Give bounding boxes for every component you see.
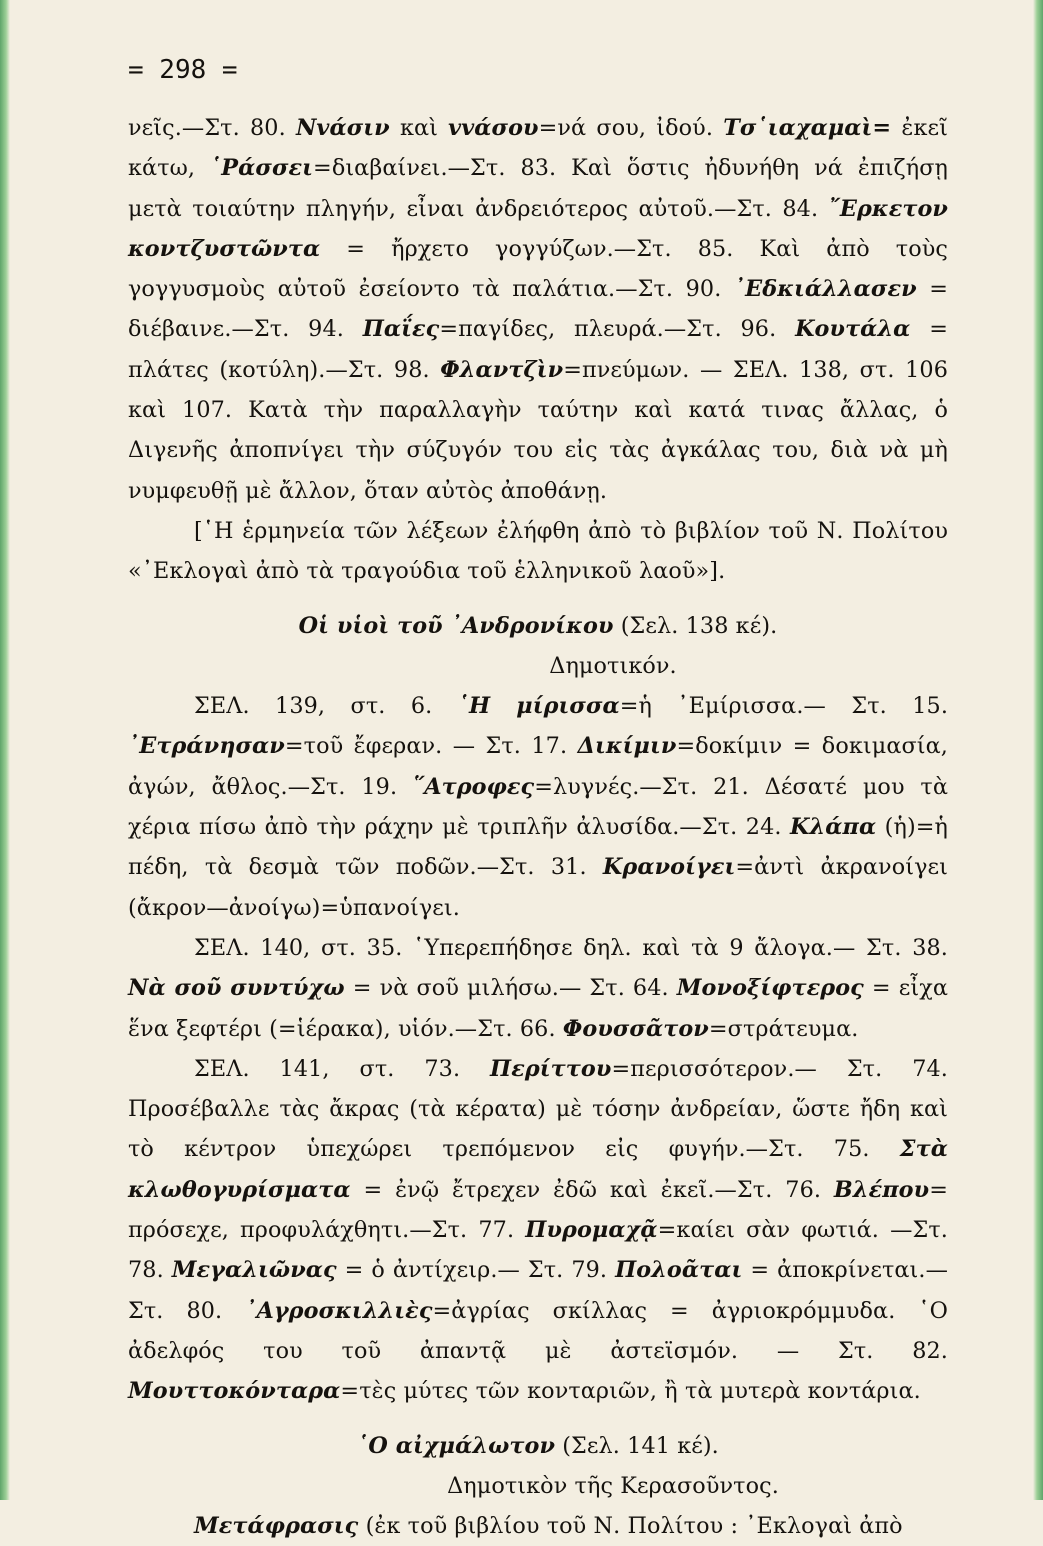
page-edge-right [1033, 0, 1043, 1500]
page-body [128, 108, 948, 1546]
glossary-term: Μονοξίφτερος [676, 975, 864, 1002]
glossary-term: ῎Ερκετον κοντζυστῶντα [128, 195, 948, 262]
glossary-term: ᾿Αγροσκιλλιὲς [245, 1297, 433, 1324]
glossary-term: ῾Η μίρισσα [457, 693, 620, 720]
glossary-term: Βλέπου [833, 1176, 930, 1203]
glossary-term: ῾Ράσσει [210, 155, 314, 182]
paragraph: ΣΕΛ. 141, στ. 73. Περίττου=περισσότερον.— Στ. 74. Προσέβαλλε τὰς ἄκρας (τὰ κέρατα) μὲ τόσην ἀνδρείαν, ὥστε ἤδη καὶ τὸ κέντρον ὑπεχώρει τρεπόμενον εἰς φυγήν.—Στ. 75. Στὰ κλωθογυρίσματα = ἐνῷ ἔτρεχεν ἐδῶ καὶ ἐκεῖ.—Στ. 76. Βλέπου= πρόσεχε, προφυλάχθητι.—Στ. 77. Πυρομαχᾷ=καίει σὰν φωτιά. —Στ. 78. Μεγαλιῶνας = ὁ ἀντίχειρ.— Στ. 79. Πολοᾶται = ἀποκρίνεται.—Στ. 80. ᾿Αγροσκιλλιὲς=ἀγρίας σκίλλας = ἀγριοκρόμμυδα. ῾Ο ἀδελφός του τοῦ ἀπαντᾷ μὲ ἀστεϊσμόν. — Στ. 82. Μουττοκόνταρα=τὲς μύτες τῶν κονταριῶν, ἢ τὰ μυτερὰ κοντάρια. [128, 1055, 949, 1405]
glossary-term: Κουτάλα [795, 316, 911, 343]
glossary-term: Στὰ κλωθογυρίσματα [128, 1136, 948, 1203]
glossary-term: Πολοᾶται [615, 1257, 743, 1284]
paragraph: ΣΕΛ. 139, στ. 6. ῾Η μίρισσα=ἡ ᾿Εμίρισσα.— Στ. 15. ᾿Ετράνησαν=τοῦ ἔφεραν. — Στ. 17. Δικίμιν=δοκίμιν = δοκιμασία, ἀγών, ἄθλος.—Στ. 19. ῞Ατροφες=λυγνές.—Στ. 21. Δέσατέ μου τὰ χέρια πίσω ἀπὸ τὴν ράχην μὲ τριπλῆν ἀλυσίδα.—Στ. 24. Κλάπα (ἡ)=ἡ πέδη, τὰ δεσμὰ τῶν ποδῶν.—Στ. 31. Κρανοίγει=ἀντὶ ἀκρανοίγει (ἄκρον—ἀνοίγω)=ὑπανοίγει. [128, 693, 949, 921]
page-edge-left [0, 0, 10, 1500]
glossary-term: Μεγαλιῶνας [171, 1257, 337, 1284]
glossary-term: ᾿Ετράνησαν [128, 733, 285, 760]
glossary-term: vvάσου [448, 115, 539, 141]
glossary-term: Μουττοκόνταρα [128, 1378, 341, 1405]
paragraph: Μετάφρασις (ἐκ τοῦ βιβλίου τοῦ Ν. Πολίτου : ᾿Εκλογαὶ ἀπὸ [194, 1513, 903, 1540]
paragraph: νεῖς.—Στ. 80. Νvάσιν καὶ vvάσου=νά σου, ἰδού. Τσ῾ιαχαμαὶ= ἐκεῖ κάτω, ῾Ράσσει=διαβαίνει.—Στ. 83. Καὶ ὅστις ἠδυνήθη νά ἐπιζήσῃ μετὰ τοιαύτην πληγήν, εἶναι ἀνδρειότερος αὐτοῦ.—Στ. 84. ῎Ερκετον κοντζυστῶντα = ἤρχετο γογγύζων.—Στ. 85. Καὶ ἀπὸ τοὺς γογγυσμοὺς αὐτοῦ ἐσείοντο τὰ παλάτια.—Στ. 90. ᾿Εδκιάλλασεν = διέβαινε.—Στ. 94. Παΐες=παγίδες, πλευρά.—Στ. 96. Κουτάλα = πλάτες (κοτύλη).—Στ. 98. Φλαντζὶν=πνεύμων. — ΣΕΛ. 138, στ. 106 καὶ 107. Κατὰ τὴν παραλλαγὴν ταύτην καὶ κατά τινας ἄλλας, ὁ Διγενῆς ἀποπνίγει τὴν σύζυγόν του εἰς τὰς ἀγκάλας του, διὰ νὰ μὴ νυμφευθῇ μὲ ἄλλον, ὅταν αὐτὸς ἀποθάνῃ. [128, 115, 948, 504]
glossary-term: Κρανοίγει [602, 854, 736, 881]
paragraph: [῾Η ἑρμηνεία τῶν λέξεων ἐλήφθη ἀπὸ τὸ βιβλίον τοῦ Ν. Πολίτου «᾿Εκλογαὶ ἀπὸ τὰ τραγούδια τοῦ ἑλληνικοῦ λαοῦ»]. [128, 517, 948, 585]
glossary-term: ᾿Εδκιάλλασεν [733, 276, 917, 303]
glossary-term: Τσ῾ιαχαμαὶ= [723, 115, 892, 141]
glossary-term: ῾Ο αἰχμάλωτον [357, 1432, 556, 1459]
glossary-term: Νὰ σοῦ συντύχω [128, 975, 345, 1002]
glossary-term: Φουσσᾶτον [562, 1015, 709, 1042]
glossary-term: Οἱ υἱοὶ τοῦ ᾿Ανδρονίκου [298, 612, 614, 639]
section-subheading: Δημοτικόν. [549, 652, 677, 679]
glossary-term: Νvάσιν [295, 115, 390, 141]
glossary-term: Κλάπα [790, 814, 877, 841]
section-subheading: Δημοτικὸν τῆς Κερασοῦντος. [447, 1472, 779, 1499]
glossary-term: Φλαντζὶν [440, 356, 564, 383]
glossary-term: Δικίμιν [577, 733, 677, 760]
paragraph: ΣΕΛ. 140, στ. 35. ῾Υπερεπήδησε δηλ. καὶ τὰ 9 ἄλογα.— Στ. 38. Νὰ σοῦ συντύχω = νὰ σοῦ μιλήσω.— Στ. 64. Μονοξίφτερος = εἶχα ἕνα ξεφτέρι (=ἱέρακα), υἱόν.—Στ. 66. Φουσσᾶτον=στράτευμα. [128, 934, 949, 1042]
glossary-term: Πυρομαχᾷ [525, 1217, 658, 1244]
glossary-term: ῞Ατροφες [412, 773, 535, 800]
section-heading: Οἱ υἱοὶ τοῦ ᾿Ανδρονίκου (Σελ. 138 κέ). [298, 612, 778, 639]
book-page [128, 48, 948, 1546]
glossary-term: Περίττου [490, 1055, 612, 1082]
glossary-term: Παΐες [362, 316, 440, 343]
page-number: = 298 = [128, 55, 238, 85]
glossary-term: Μετάφρασις [194, 1513, 359, 1540]
section-heading: ῾Ο αἰχμάλωτον (Σελ. 141 κέ). [357, 1432, 719, 1459]
